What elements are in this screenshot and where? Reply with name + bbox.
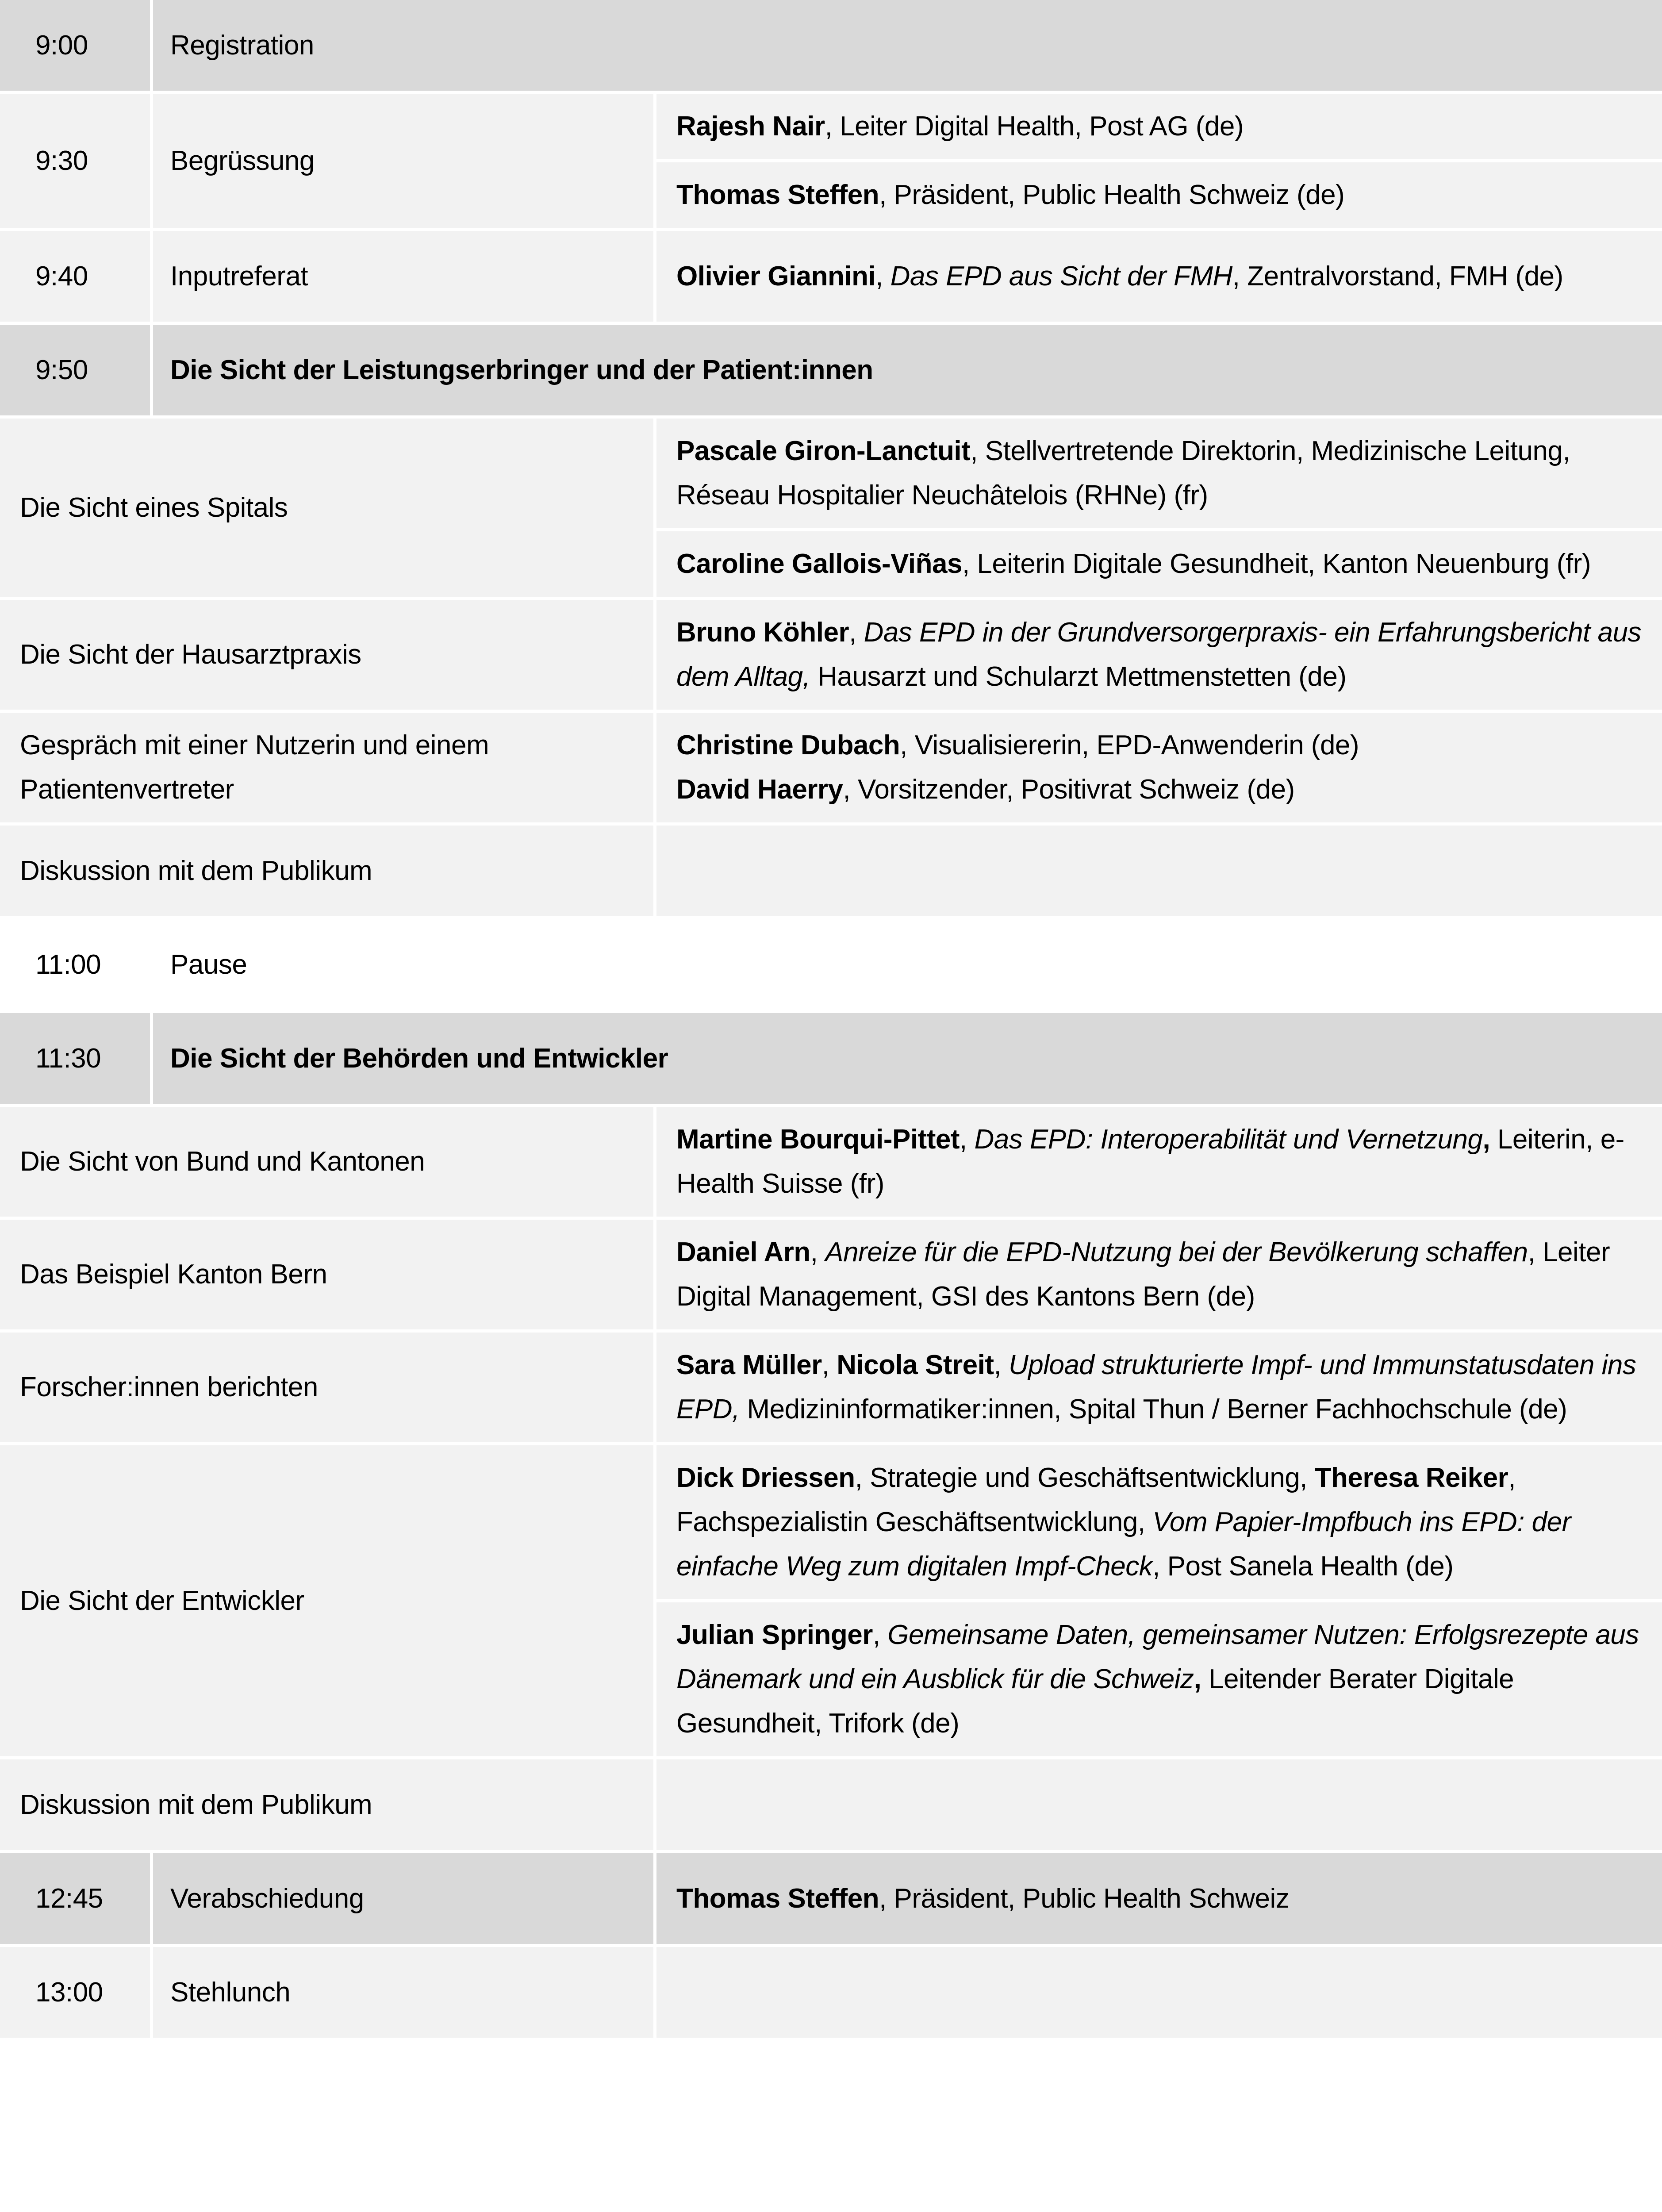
speaker-text: , bbox=[959, 1124, 975, 1155]
empty-cell bbox=[656, 1759, 1662, 1850]
speakers-cell bbox=[656, 419, 1662, 597]
schedule-row bbox=[0, 94, 1662, 228]
activity-cell: Die Sicht von Bund und Kantonen bbox=[0, 1107, 653, 1217]
speaker-text: , Leiter Digital Management, GSI des Kantons Bern (de) bbox=[676, 1237, 1610, 1312]
time-cell: 9:40 bbox=[0, 231, 150, 322]
speaker-entry-text bbox=[676, 429, 1644, 518]
speakers-cell bbox=[656, 1107, 1662, 1217]
talk-title: Anreize für die EPD-Nutzung bei der Bevölkerung schaffen bbox=[825, 1237, 1528, 1267]
speaker-entry bbox=[656, 1107, 1662, 1217]
schedule-row bbox=[0, 1947, 1662, 2038]
speaker-text: , Visualisiererin, EPD-Anwenderin (de) bbox=[900, 730, 1359, 760]
speakers-cell bbox=[656, 1333, 1662, 1442]
speaker-entry bbox=[656, 231, 1662, 322]
activity-cell: Forscher:innen berichten bbox=[0, 1333, 653, 1442]
speaker-entry bbox=[656, 162, 1662, 228]
speaker-entry-text bbox=[676, 1613, 1644, 1746]
schedule-row bbox=[0, 419, 1662, 597]
speaker-text: , Leiter Digital Health, Post AG (de) bbox=[825, 111, 1244, 142]
talk-title: Das EPD aus Sicht der FMH bbox=[890, 261, 1232, 292]
speaker-entry-text bbox=[676, 611, 1644, 699]
speaker-text: , Stellvertretende Direktorin, Medizinische Leitung, Réseau Hospitalier Neuchâtelois (RHNe) (fr) bbox=[676, 436, 1570, 511]
activity-cell: Inputreferat bbox=[153, 231, 653, 322]
schedule-row bbox=[0, 1759, 1662, 1850]
speaker-entry-text bbox=[676, 173, 1644, 217]
speaker-entry-text bbox=[676, 1877, 1644, 1921]
speakers-cell bbox=[656, 231, 1662, 322]
activity-cell: Die Sicht der Entwickler bbox=[0, 1445, 653, 1756]
time-cell: 9:30 bbox=[0, 94, 150, 228]
speaker-name: Daniel Arn bbox=[676, 1237, 810, 1267]
speaker-text: Leiterin, e-Health Suisse (fr) bbox=[676, 1124, 1624, 1199]
speaker-entry-text bbox=[676, 104, 1644, 149]
schedule-row bbox=[0, 1333, 1662, 1442]
talk-title: Gemeinsame Daten, gemeinsamer Nutzen: Erfolgsrezepte aus Dänemark und ein Ausblick für die Schweiz bbox=[676, 1620, 1639, 1694]
speaker-name: Bruno Köhler bbox=[676, 617, 849, 648]
schedule-row bbox=[0, 325, 1662, 415]
time-cell: 12:45 bbox=[0, 1853, 150, 1944]
time-cell: 11:30 bbox=[0, 1013, 150, 1104]
speaker-text: , Vorsitzender, Positivrat Schweiz (de) bbox=[843, 774, 1295, 805]
speakers-cell bbox=[656, 600, 1662, 710]
speaker-text: , Präsident, Public Health Schweiz bbox=[879, 1883, 1290, 1914]
speaker-name: Olivier Giannini bbox=[676, 261, 876, 292]
speakers-cell bbox=[656, 1853, 1662, 1944]
speaker-text: , Leiterin Digitale Gesundheit, Kanton Neuenburg (fr) bbox=[962, 549, 1591, 579]
speaker-name: Martine Bourqui-Pittet bbox=[676, 1124, 960, 1155]
speaker-entry-text bbox=[676, 254, 1644, 299]
speaker-text: , bbox=[994, 1350, 1009, 1380]
speaker-entry bbox=[656, 1853, 1662, 1944]
schedule-row bbox=[0, 1445, 1662, 1756]
speaker-text: Hausarzt und Schularzt Mettmenstetten (de) bbox=[810, 661, 1347, 692]
speaker-entry-text bbox=[676, 1343, 1644, 1432]
schedule-row bbox=[0, 600, 1662, 710]
speaker-entry bbox=[656, 1602, 1662, 1756]
time-cell: 13:00 bbox=[0, 1947, 150, 2038]
activity-cell: Die Sicht der Leistungserbringer und der Patient:innen bbox=[153, 325, 1662, 415]
speakers-cell bbox=[656, 713, 1662, 822]
schedule-row bbox=[0, 0, 1662, 91]
speaker-name: Thomas Steffen bbox=[676, 1883, 879, 1914]
schedule-row bbox=[0, 231, 1662, 322]
speaker-name: Caroline Gallois-Viñas bbox=[676, 549, 962, 579]
activity-cell: Die Sicht eines Spitals bbox=[0, 419, 653, 597]
speaker-name: , bbox=[1194, 1664, 1201, 1694]
activity-cell: Diskussion mit dem Publikum bbox=[0, 1759, 653, 1850]
speaker-entry bbox=[656, 419, 1662, 528]
speaker-name: Sara Müller bbox=[676, 1350, 822, 1380]
speaker-name: Theresa Reiker bbox=[1314, 1463, 1508, 1493]
activity-cell: Pause bbox=[153, 919, 653, 1010]
time-cell: 9:00 bbox=[0, 0, 150, 91]
activity-cell: Diskussion mit dem Publikum bbox=[0, 826, 653, 916]
activity-cell: Stehlunch bbox=[153, 1947, 653, 2038]
speaker-text: , bbox=[872, 1620, 888, 1650]
activity-cell: Das Beispiel Kanton Bern bbox=[0, 1220, 653, 1329]
speaker-name: Rajesh Nair bbox=[676, 111, 825, 142]
speaker-entry bbox=[656, 94, 1662, 159]
schedule-row bbox=[0, 826, 1662, 916]
speaker-text: , bbox=[810, 1237, 825, 1267]
activity-cell: Verabschiedung bbox=[153, 1853, 653, 1944]
speaker-text: , Strategie und Geschäftsentwicklung, bbox=[855, 1463, 1315, 1493]
activity-cell: Begrüssung bbox=[153, 94, 653, 228]
time-cell: 11:00 bbox=[0, 919, 150, 1010]
speaker-entry bbox=[656, 600, 1662, 710]
speaker-entry-text bbox=[676, 542, 1644, 586]
schedule-row bbox=[0, 713, 1662, 822]
speaker-text: , Post Sanela Health (de) bbox=[1152, 1551, 1454, 1582]
empty-cell bbox=[656, 919, 1662, 1010]
speaker-entry bbox=[656, 1445, 1662, 1599]
speaker-text: Medizininformatiker:innen, Spital Thun / Berner Fachhochschule (de) bbox=[739, 1394, 1567, 1425]
speaker-name: Thomas Steffen bbox=[676, 180, 879, 210]
empty-cell bbox=[656, 1947, 1662, 2038]
schedule-row bbox=[0, 1220, 1662, 1329]
schedule-row bbox=[0, 1013, 1662, 1104]
activity-cell: Registration bbox=[153, 0, 1662, 91]
speaker-name: Dick Driessen bbox=[676, 1463, 855, 1493]
time-cell: 9:50 bbox=[0, 325, 150, 415]
speakers-cell bbox=[656, 1947, 1662, 2038]
speaker-name: Christine Dubach bbox=[676, 730, 900, 760]
activity-cell: Die Sicht der Behörden und Entwickler bbox=[153, 1013, 1662, 1104]
talk-title: Das EPD: Interoperabilität und Vernetzung bbox=[974, 1124, 1483, 1155]
speakers-cell bbox=[656, 94, 1662, 228]
activity-cell: Die Sicht der Hausarztpraxis bbox=[0, 600, 653, 710]
schedule-row bbox=[0, 1853, 1662, 1944]
activity-cell: Gespräch mit einer Nutzerin und einem Patientenvertreter bbox=[0, 713, 653, 822]
empty-cell bbox=[656, 826, 1662, 916]
speaker-text: , bbox=[821, 1350, 837, 1380]
speaker-entry bbox=[656, 1220, 1662, 1329]
talk-title: Das EPD in der Grundversorgerpraxis- ein Erfahrungsbericht aus dem Alltag, bbox=[676, 617, 1642, 692]
speaker-entry bbox=[656, 1333, 1662, 1442]
speaker-text: , bbox=[875, 261, 890, 292]
speaker-name: , bbox=[1482, 1124, 1490, 1155]
speakers-cell bbox=[656, 1445, 1662, 1756]
speaker-entry bbox=[656, 713, 1662, 822]
speakers-cell bbox=[656, 1759, 1662, 1850]
talk-title: Upload strukturierte Impf- und Immunstatusdaten ins EPD, bbox=[676, 1350, 1636, 1425]
speaker-name: Julian Springer bbox=[676, 1620, 873, 1650]
speaker-text: , Präsident, Public Health Schweiz (de) bbox=[879, 180, 1345, 210]
speaker-entry-text bbox=[676, 723, 1644, 812]
talk-title: Vom Papier-Impfbuch ins EPD: der einfache Weg zum digitalen Impf-Check bbox=[676, 1507, 1571, 1582]
speaker-entry bbox=[656, 531, 1662, 597]
speakers-cell bbox=[656, 826, 1662, 916]
speaker-name: Pascale Giron-Lanctuit bbox=[676, 436, 971, 466]
schedule-row bbox=[0, 1107, 1662, 1217]
schedule-row bbox=[0, 919, 1662, 1010]
speakers-cell bbox=[656, 1220, 1662, 1329]
speaker-entry-text bbox=[676, 1118, 1644, 1206]
speaker-text: , Zentralvorstand, FMH (de) bbox=[1232, 261, 1563, 292]
speaker-entry-text bbox=[676, 1456, 1644, 1589]
speaker-text: , Fachspezialistin Geschäftsentwicklung, bbox=[676, 1463, 1516, 1537]
speaker-name: Nicola Streit bbox=[837, 1350, 994, 1380]
speaker-entry-text bbox=[676, 1230, 1644, 1319]
speaker-text: , bbox=[849, 617, 864, 648]
speaker-text: Leitender Berater Digitale Gesundheit, Trifork (de) bbox=[676, 1664, 1514, 1739]
speakers-cell bbox=[656, 919, 1662, 1010]
speaker-name: David Haerry bbox=[676, 774, 843, 805]
